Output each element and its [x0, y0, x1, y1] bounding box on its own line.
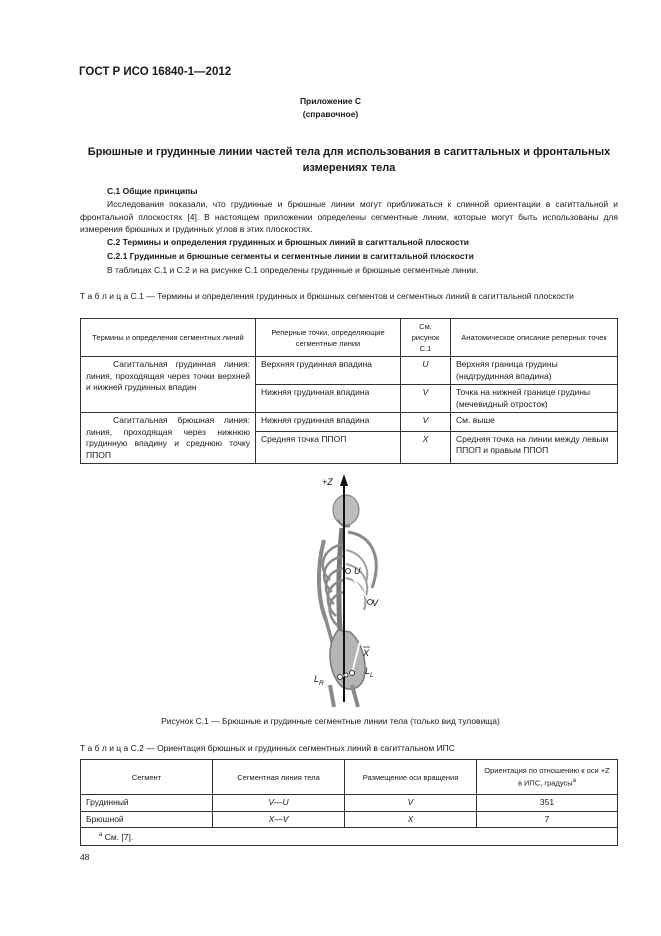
section-c2-title: С.2 Термины и определения грудинных и брюшных линий в сагиттальной плоскости: [107, 237, 469, 247]
figure-caption: Рисунок С.1 — Брюшные и грудинные сегментные линии тела (только вид туловища): [161, 716, 500, 726]
term-cell: Сагиттальная брюшная линия: линия, проходящая через нижнюю грудинную впадину и среднюю точку ППОП: [81, 413, 256, 464]
section-c1-text: Исследования показали, что грудинные и брюшные линии могут приближаться к спинной ориентации в сагиттальной и фронтальной плоскостях [4]. В настоящем приложении определены сегментные линии, которые могут быть использованы для измерения брюшных и грудинных углов в этих плоскостях.: [80, 199, 618, 234]
table-header-row: [81, 319, 618, 357]
segment-cell: Брюшной: [81, 811, 213, 828]
point-cell: Средняя точка ППОП: [256, 431, 401, 463]
description-cell: См. выше: [451, 413, 618, 432]
axis-cell: X: [345, 811, 477, 828]
point-lr-marker: [338, 675, 343, 680]
point-cell: Нижняя грудинная впадина: [256, 385, 401, 413]
figure-ref-cell: V: [401, 385, 451, 413]
annex-heading: Брюшные и грудинные линии частей тела для использования в сагиттальных и фронтальных измерениях тела: [87, 146, 611, 174]
footnote-ref: a: [572, 778, 577, 785]
figure-ref-cell: U: [401, 357, 451, 385]
point-ll-marker: [350, 671, 355, 676]
segment-cell: Грудинный: [81, 795, 213, 812]
point-x-marker: [344, 673, 348, 677]
table2-caption: Т а б л и ц а С.2 — Ориентация брюшных и грудинных сегментных линий в сагиттальном ИПС: [80, 743, 455, 753]
axis-cell: V: [345, 795, 477, 812]
point-u-marker: [346, 569, 351, 574]
point-lr-label: [314, 674, 324, 687]
point-u-label: U: [354, 566, 361, 576]
point-cell: Нижняя грудинная впадина: [256, 413, 401, 432]
description-cell: Точка на нижней границе грудины (мечевидный отросток): [451, 385, 618, 413]
section-c21-text: В таблицах С.1 и С.2 и на рисунке С.1 определены грудинные и брюшные сегментные линии.: [107, 265, 479, 275]
point-lr-letter: L: [314, 674, 320, 684]
footnote-mark: a: [99, 832, 103, 838]
table-header-cell: Анатомическое описание реперных точек: [451, 319, 618, 357]
table-row: [81, 357, 618, 385]
point-lr-subscript: R: [319, 680, 324, 687]
header-text: Ориентация по отношению к оси +Z в ИПС, градусы: [484, 766, 610, 788]
footnote-text: См. [7].: [104, 831, 134, 842]
table1-caption: Т а б л и ц а С.1 — Термины и определения грудинных и брюшных сегментов и сегментных линий в сагиттальной плоскости: [80, 291, 574, 301]
section-c21-title: С.2.1 Грудинные и брюшные сегменты и сегментные линии в сагиттальной плоскости: [107, 251, 474, 261]
term-cell: Сагиттальная грудинная линия: линия, проходящая через точки верхней и нижней грудинных впадин: [81, 357, 256, 413]
section-c1-title: С.1 Общие принципы: [107, 186, 198, 196]
point-ll-letter: L: [365, 666, 371, 676]
document-header: ГОСТ Р ИСО 16840-1—2012: [79, 66, 232, 78]
figure-ref-cell: V: [401, 413, 451, 432]
table-header-cell: См. рисунок С.1: [401, 319, 451, 357]
table-footnote-row: [81, 828, 618, 846]
point-v-label: V: [372, 598, 379, 608]
point-cell: Верхняя грудинная впадина: [256, 357, 401, 385]
table-header-cell: Размещение оси вращения: [345, 760, 477, 795]
orientation-cell: 351: [477, 795, 618, 812]
table-row: [81, 795, 618, 812]
skeleton-figure: [290, 470, 400, 710]
table-c1: [80, 318, 618, 464]
z-axis-label: +Z: [322, 477, 333, 487]
segment-line-cell: V—U: [213, 795, 345, 812]
table-row: [81, 811, 618, 828]
table-header-cell: [477, 760, 618, 795]
annex-title: Приложение С: [299, 96, 362, 106]
figure-ref-cell: X: [401, 431, 451, 463]
footnote-cell: [81, 828, 618, 846]
table-header-cell: Сегментная линия тела: [213, 760, 345, 795]
table-header-cell: Сегмент: [81, 760, 213, 795]
table-c2: [80, 759, 618, 846]
orientation-cell: 7: [477, 811, 618, 828]
page-number: 48: [80, 852, 90, 862]
table-header-cell: Реперные точки, определяющие сегментные линии: [256, 319, 401, 357]
z-axis-arrow: [340, 474, 348, 486]
table-row: [81, 413, 618, 432]
description-cell: Средняя точка на линии между левым ППОП и правым ППОП: [451, 431, 618, 463]
table-header-row: [81, 760, 618, 795]
point-ll-subscript: L: [370, 672, 374, 679]
annex-subtitle: (справочное): [302, 109, 359, 119]
point-x-label: X: [363, 648, 370, 658]
description-cell: Верхняя граница грудины (надгрудинная впадина): [451, 357, 618, 385]
table-header-cell: Термины и определения сегментных линий: [81, 319, 256, 357]
point-ll-label: [365, 666, 374, 679]
segment-line-cell: X—V: [213, 811, 345, 828]
